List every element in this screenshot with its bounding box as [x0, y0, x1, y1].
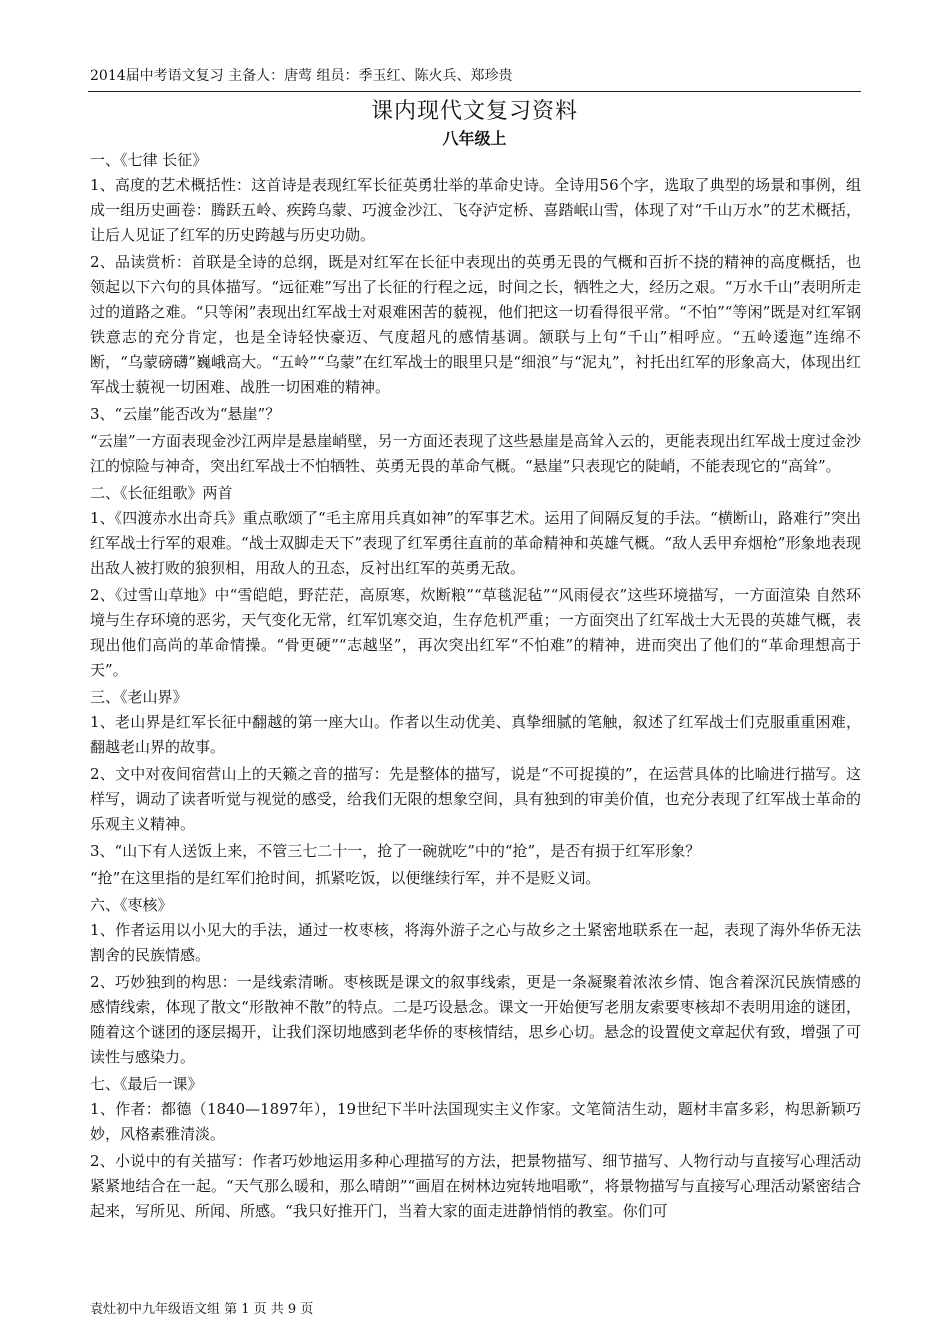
body-paragraph: 1、高度的艺术概括性：这首诗是表现红军长征英勇壮举的革命史诗。全诗用56个字，选取了典型的场景和事例，组成一组历史画卷：腾跃五岭、疾跨乌蒙、巧渡金沙江、飞夺泸定桥、喜踏岷山雪，体现了对“千山万水”的艺术概括，让后人见证了红军的历史跨越与历史功勋。	[90, 176, 861, 244]
section-heading: 一、《七律 长征》	[90, 151, 208, 169]
body-paragraph: 1、《四渡赤水出奇兵》重点歌颂了“毛主席用兵真如神”的军事艺术。运用了间隔反复的手法。“横断山，路难行”突出红军战士行军的艰难。“战士双脚走天下”表现了红军勇往直前的革命精神和英雄气概。“敌人丢甲弃烟枪”形象地表现出敌人被打败的狼狈相，用敌人的丑态，反衬出红军的英勇无敌。	[90, 509, 861, 577]
running-header: 2014届中考语文复习 主备人：唐莺 组员：季玉红、陈火兵、郑珍贵	[90, 68, 513, 84]
body-paragraph: 3、“云崖”能否改为“悬崖”？	[90, 405, 281, 423]
running-footer: 袁灶初中九年级语文组 第 1 页 共 9 页	[90, 1302, 314, 1317]
document-subtitle: 八年级上	[442, 129, 507, 148]
body-paragraph: 2、品读赏析：首联是全诗的总纲，既是对红军在长征中表现出的英勇无畏的气概和百折不挠的精神的高度概括，也领起以下六句的具体描写。“远征难”写出了长征的行程之远，时间之长，牺牲之大，经历之艰。“万水千山”表明所走过的道路之难。“只等闲”表现出红军战士对艰难困苦的藐视，他们把这一切看得很平常。“不怕”“等闲”既是对红军钢铁意志的充分肯定，也是全诗轻快豪迈、气度超凡的感情基调。颔联与上句“千山”相呼应。“五岭逶迤”连绵不断，“乌蒙磅礴”巍峨高大。“五岭”“乌蒙”在红军战士的眼里只是“细浪”与“泥丸”，衬托出红军的形象高大，体现出红军战士藐视一切困难、战胜一切困难的精神。	[90, 253, 861, 396]
section-heading: 七、《最后一课》	[90, 1075, 203, 1093]
section-heading: 二、《长征组歌》两首	[90, 484, 233, 502]
section-heading: 六、《枣核》	[90, 896, 173, 914]
section-heading: 三、《老山界》	[90, 688, 188, 706]
body-paragraph: 2、《过雪山草地》中“雪皑皑，野茫茫，高原寒，炊断粮”“草毯泥毡”“风雨侵衣”这些环境描写，一方面渲染 自然环境与生存环境的恶劣，天气变化无常，红军饥寒交迫，生存危机严重；一方面突出了红军战士大无畏的英雄气概，表现出他们高尚的革命情操。“骨更硬”“志越坚”，再次突出红军“不怕难”的精神，进而突出了他们的“革命理想高于天”。	[90, 586, 861, 679]
body-paragraph: “云崖”一方面表现金沙江两岸是悬崖峭壁，另一方面还表现了这些悬崖是高耸入云的，更能表现出红军战士度过金沙江的惊险与神奇，突出红军战士不怕牺牲、英勇无畏的革命气概。“悬崖”只表现它的陡峭，不能表现它的“高耸”。	[90, 432, 861, 475]
body-paragraph: 1、老山界是红军长征中翻越的第一座大山。作者以生动优美、真挚细腻的笔触，叙述了红军战士们克服重重困难，翻越老山界的故事。	[90, 713, 861, 756]
document-body	[90, 148, 861, 1226]
body-paragraph: 2、巧妙独到的构思：一是线索清晰。枣核既是课文的叙事线索，更是一条凝聚着浓浓乡情、饱含着深沉民族情感的感情线索，体现了散文“形散神不散”的特点。二是巧设悬念。课文一开始便写老朋友索要枣核却不表明用途的谜团，随着这个谜团的逐层揭开，让我们深切地感到老华侨的枣核情结，思乡心切。悬念的设置使文章起伏有致，增强了可读性与感染力。	[90, 973, 861, 1066]
body-paragraph: “抢”在这里指的是红军们抢时间，抓紧吃饭，以便继续行军，并不是贬义词。	[90, 869, 601, 887]
body-paragraph: 3、“山下有人送饭上来，不管三七二十一，抢了一碗就吃”中的“抢”，是否有损于红军形象？	[90, 842, 701, 860]
body-paragraph: 2、小说中的有关描写：作者巧妙地运用多种心理描写的方法，把景物描写、细节描写、人物行动与直接写心理活动紧紧地结合在一起。“天气那么暖和，那么晴朗”“画眉在树林边宛转地唱歌”，将景物描写与直接写心理活动紧密结合起来，写所见、所闻、所感。“我只好推开门，当着大家的面走进静悄悄的教室。你们可	[90, 1152, 861, 1220]
header-divider	[88, 91, 861, 92]
body-paragraph: 1、作者运用以小见大的手法，通过一枚枣核，将海外游子之心与故乡之土紧密地联系在一起，表现了海外华侨无法割舍的民族情感。	[90, 921, 861, 964]
body-paragraph: 1、作者：都德（1840—1897年），19世纪下半叶法国现实主义作家。文笔简洁生动，题材丰富多彩，构思新颖巧妙，风格素雅清淡。	[90, 1100, 861, 1143]
body-paragraph: 2、文中对夜间宿营山上的天籁之音的描写：先是整体的描写，说是“不可捉摸的”，在运营具体的比喻进行描写。这样写，调动了读者听觉与视觉的感受，给我们无限的想象空间，具有独到的审美价值，也充分表现了红军战士革命的乐观主义精神。	[90, 765, 861, 833]
document-title: 课内现代文复习资料	[370, 99, 578, 124]
